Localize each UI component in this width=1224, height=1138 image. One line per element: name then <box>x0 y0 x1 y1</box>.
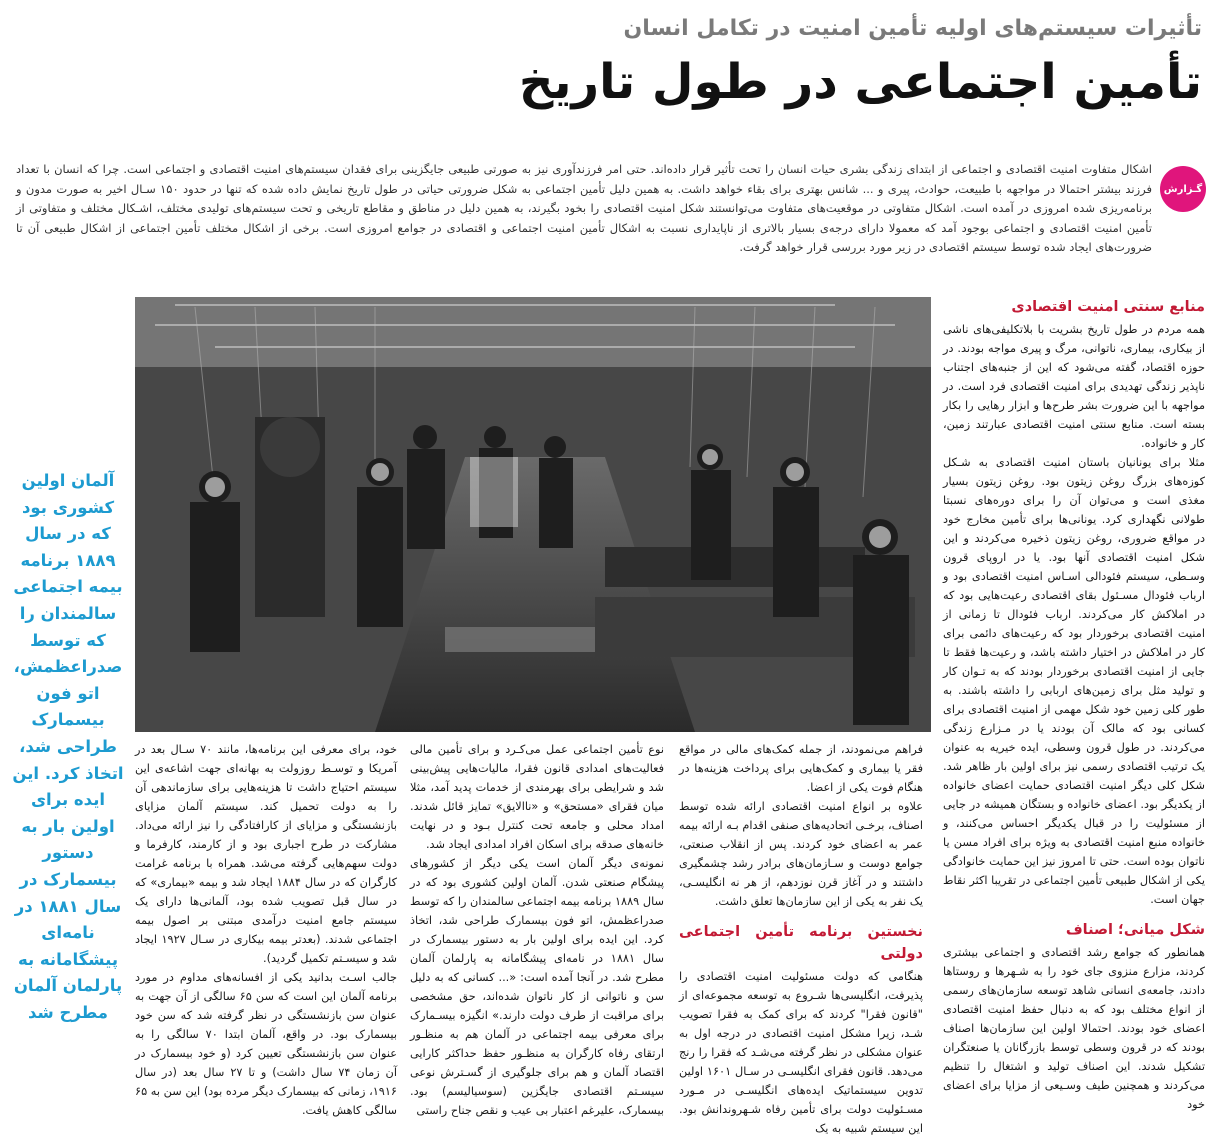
photo-illustration <box>135 297 931 732</box>
section-heading: نخستین برنامه تأمین اجتماعی دولتی <box>679 924 923 962</box>
kicker: تأثیرات سیستم‌های اولیه تأمین امنیت در تکامل انسان <box>623 16 1202 41</box>
column-germany <box>410 740 664 1130</box>
body-paragraph: فراهم می‌نمودند، از جمله کمک‌های مالی در مواقع فقر یا بیماری و کمک‌هایی برای پرداخت هزینه‌ها در هنگام فوت یکی از اعضا. <box>679 743 923 794</box>
section-heading: شکل میانی؛ اصناف <box>1065 922 1205 938</box>
factory-photo <box>135 297 931 732</box>
body-paragraph: نوع تأمین اجتماعی عمل می‌کـرد و برای تأمین مالی فعالیت‌های امدادی قانون فقرا، مالیات‌هایی پیش‌بینی شد و شرایطی برای بهرمندی از خدمات پدید آمد، مثلا میان فقرای «مستحق» و «ناالایق» تمایز قائل شدند. امداد محلی و جامعه تحت کنترل بـود و در نهایت خانه‌های صدقه برای اسکان افراد امدادی ایجاد شد. <box>410 743 664 851</box>
column-bismarck <box>135 740 397 1130</box>
report-badge: گـزارش <box>1160 166 1206 212</box>
body-paragraph: جالب اسـت بدانید یکی از افسانه‌های مداوم در مورد برنامه آلمان این است که سن ۶۵ سالگی از آن جهت به عنوان سن بازنشستگی در نظر گرفته شد که سن خود بیسمارک بود. در واقع، آلمان ابتدا ۷۰ سالگی را به عنوان سن بازنشستگی تعیین کرد (و خود بیسمارک در آن زمان ۷۴ سال داشت) و تا ۲۷ سال بعد (در سال ۱۹۱۶، زمانی که بیسمارک دیگر مرده بود) این سن به ۶۵ سالگی کاهش یافت. <box>135 971 397 1117</box>
pull-quote: آلمان اولین کشوری بود که در سال ۱۸۸۹ برنامه بیمه اجتماعی سالمندان را که توسط صدراعظمش، اتو فون بیسمارک طراحی شد، اتخاذ کرد. این ایده برای اولین بار به دستور بیسمارک در سال ۱۸۸۱ در نامه‌ای پیشگامانه به پارلمان آلمان مطرح شد <box>12 471 124 1022</box>
column-traditional-sources <box>943 296 1205 1130</box>
body-paragraph: همه مردم در طول تاریخ بشریت با بلاتکلیفی‌های ناشی از بیکاری، بیماری، ناتوانی، مرگ و پیری مواجه بودند. در حوزه اقتصاد، گفته می‌شود که این از جنبه‌های اجتناب ناپذیر زندگی تهدیدی برای امنیت اقتصادی فرد است. در مواجهه با این ضرورت بشر طرح‌ها و ابزار رهایی را بکار بسته است. منابع سنتی امنیت اقتصادی عبارتند زمین، کار و خانواده. <box>943 323 1205 450</box>
section-heading: منابع سنتی امنیت اقتصادی <box>1011 299 1205 315</box>
body-paragraph: نمونه‌ی دیگر آلمان است یکی دیگر از کشورهای پیشگام صنعتی شدن. آلمان اولین کشوری بود که در سال ۱۸۸۹ برنامه بیمه اجتماعی سالمندان را که توسط صدراعظمش، اتو فون بیسمارک طراحی شد، اتخاذ کرد. این ایده برای اولین بار به دستور بیسمارک در سال ۱۸۸۱ در نامه‌ای پیشگامانه به پارلمان آلمان مطرح شد. در آنجا آمده است: «... کسانی که به دلیل سن و ناتوانی از کار ناتوان شده‌اند، حق مشخصی برای مراقبت از طرف دولت دارند.» انگیزه بیسـمارک برای معرفی بیمه اجتماعی در آلمان هم به منظـور ارتقای رفاه کارگران به منظـور حفظ حداکثر کارایی اقتصاد آلمان و هم برای جلوگیری از گسـترش نوعی سیسـتم اقتصادی جایگزین (سوسیالیسم) بود. بیسمارک، علیرغم اعتبار بی عیب و نقص جناح راستی <box>410 857 664 1117</box>
body-paragraph: همانطور که جوامع رشد اقتصادی و اجتماعی بیشتری کردند، مزارع منزوی جای خود را به شـهرها و روستاها دادند، جامعه‌ی انسانی شاهد توسعه سازمان‌های رسمی از انواع مختلف بود که به دنبال حفظ امنیت اقتصادی اعضای خود بودند. احتمالا اولین این سازمان‌ها اصناف بودند که در قرون وسطی توسط بازرگانان یا صنعتگران تشکیل شدند. این اصناف تولید و اشتغال را تنظیم می‌کردند و همچنین طیف وسـیعی از مزایا برای اعضای خود <box>943 946 1205 1111</box>
body-paragraph: مثلا برای یونانیان باستان امنیت اقتصادی به شـکل کوزه‌های بزرگ روغن زیتون بود. روغن زیتون بسیار مغذی است و می‌توان آن را برای دوره‌های نسبتا طولانی نگهداری کرد. یونانی‌ها برای تأمین مخارج خود در مواقع ضروری، روغن زیتون ذخیره می‌کردند و این شکل امنیت اقتصادی آنها بود. یا در اروپای قرون وسـطی، سیستم فئودالی اسـاس امنیت اقتصادی بود و ارباب فئودال مسـئول بقای اقتصادی رعیت‌هایی بود که در املاکش کار می‌کردند. ارباب فئودال تا زمانی از امنیت اقتصادی برخوردار بود که رعیت‌های دائمی برای کار در املاکش در اختیار داشته باشد، و رعیت‌ها فقط تا جایی از امنیت اقتصادی برخوردار بودند که به تـوان کار و تولید مثل برای زمین‌های اربابی را داشته باشند. به طور کلی زمین خود شکل مهمی از امنیت اقتصادی برای کسانی بود که مالک آن بودند یا در مـزارع زندگی می‌کردند. در طول قرون وسطی، ایده خیریه به عنوان یک ترتیب اقتصادی رسمی نیز برای اولین بار ظاهر شد. شکل کلی دیگر امنیت اقتصادی حمایت اعضای خانواده از یکدیگر بود. اعضای خانواده و بستگان همیشه در جایی از مسئولیت را در قبال یکدیگر احساس می‌کنند، و خانواده منبع امنیت اقتصادی به ویژه برای افراد مسن یا ناتوان بوده است. حتی تا امروز نیز این حمایت خانوادگی یکی از اشکال طبیعی تأمین اجتماعی در تقریبا اکثر نقاط جهان است. <box>943 456 1205 906</box>
page-title: تأمین اجتماعی در طول تاریخ <box>518 54 1202 110</box>
body-paragraph: علاوه بر انواع امنیت اقتصادی ارائه شده توسط اصناف، برخـی اتحادیه‌های صنفی اقدام بـه ارائه بیمه عمر به اعضای خود کردند. پس از انقلاب صنعتی، جوامع دوست و سـازمان‌های برادر رشد چشمگیری داشتند و در آغاز قرن نوزدهم، از هر نه انگلیسـی، یک نفر به یکی از این سازمان‌ها تعلق داشت. <box>679 800 923 908</box>
body-paragraph: هنگامی که دولت مسئولیت امنیت اقتصادی را پذیرفت، انگلیسی‌ها شـروع به توسعه مجموعه‌ای از "قانون فقرا" کردند که برای کمک به فقرا تصویب شـد، زیرا مشکل امنیت اقتصادی در درجه اول به عنوان مشکلی در نظر گرفته می‌شـد که فقرا را رنج می‌دهد. قانون فقرای انگلیسـی در سـال ۱۶۰۱ اولین تدوین سیستماتیک ایده‌های انگلیسـی در مـورد مسـئولیت دولت برای تأمین رفاه شـهروندانش بود. این سیستم شبیه به یک <box>679 970 923 1135</box>
intro-paragraph: اشکال متفاوت امنیت اقتصادی و اجتماعی از ابتدای زندگی بشری حیات انسان را تحت تأثیر قرار داده‌اند. حتی امر فرزندآوری نیز به صورتی طبیعی جایگزینی برای فقدان سیستم‌های امنیت اقتصادی و اجتماعی است. چرا که انسان با تعداد فرزند بیشتر احتمالا در مواجهه با طبیعت، حوادث، پیری و ... شانس بهتری برای بقاء خواهد داشت. به همین دلیل تأمین اجتماعی به شکل ضرورتی حیاتی در طول تاریخ نمایش داده شده که تنها در حدود ۱۵۰ سـال اخیر به صورت مدون و برنامه‌ریزی شده امروزی در آمده است. اشکال متفاوتی در موقعیت‌های متفاوت می‌توانستند شکل امنیت اقتصادی را بخود بگیرند، به همین دلیل در مناطق و مقاطع تاریخی و تحت سیستم‌های تولیدی مختلف، اشـکال مختلف و متفاوتی از تأمین امنیت اقتصادی و اجتماعی بوجود آمد که معمولا دارای درجه‌ی بسیار بالاتری از ناپایداری نسبت به اشکال تأمین امنیت اجتماعی و اقتصادی در جوامع امروزی است. برخی از اشکال مختلف تأمین اجتماعی از اشکال طبیعی آن تا ضرورت‌های ایجاد شده توسط سیستم اقتصادی در زیر مورد بررسی قرار خواهد گرفت. <box>16 162 1152 255</box>
body-paragraph: خود، برای معرفی این برنامه‌ها، مانند ۷۰ سـال بعد در آمریکا و توسـط روزولت به بهانه‌ای جهت اشاعه‌ی این سیستم احتیاج داشت تا هزینه‌هایی برای سازماندهی آن را به دولت تحمیل کند. سیستم آلمان مزایای بازنشستگی و مزایای از کارافتادگی را نیز ارائه می‌داد. مشارکت در طرح اجباری بود و از کارمند، کارفرما و دولت سهم‌هایی گرفته می‌شد. همراه با برنامه غرامت کارگران که در سال ۱۸۸۴ ایجاد شد و بیمه «بیماری» که در سال قبل تصویب شده بود، آلمانی‌ها دارای یک سیستم جامع امنیت درآمدی مبتنی بر اصول بیمه اجتماعی شدند. (بعدتر بیمه بیکاری در سـال ۱۹۲۷ ایجاد شد و سیسـتم تکمیل گردید). <box>135 743 398 965</box>
column-guilds-state <box>679 740 923 1135</box>
